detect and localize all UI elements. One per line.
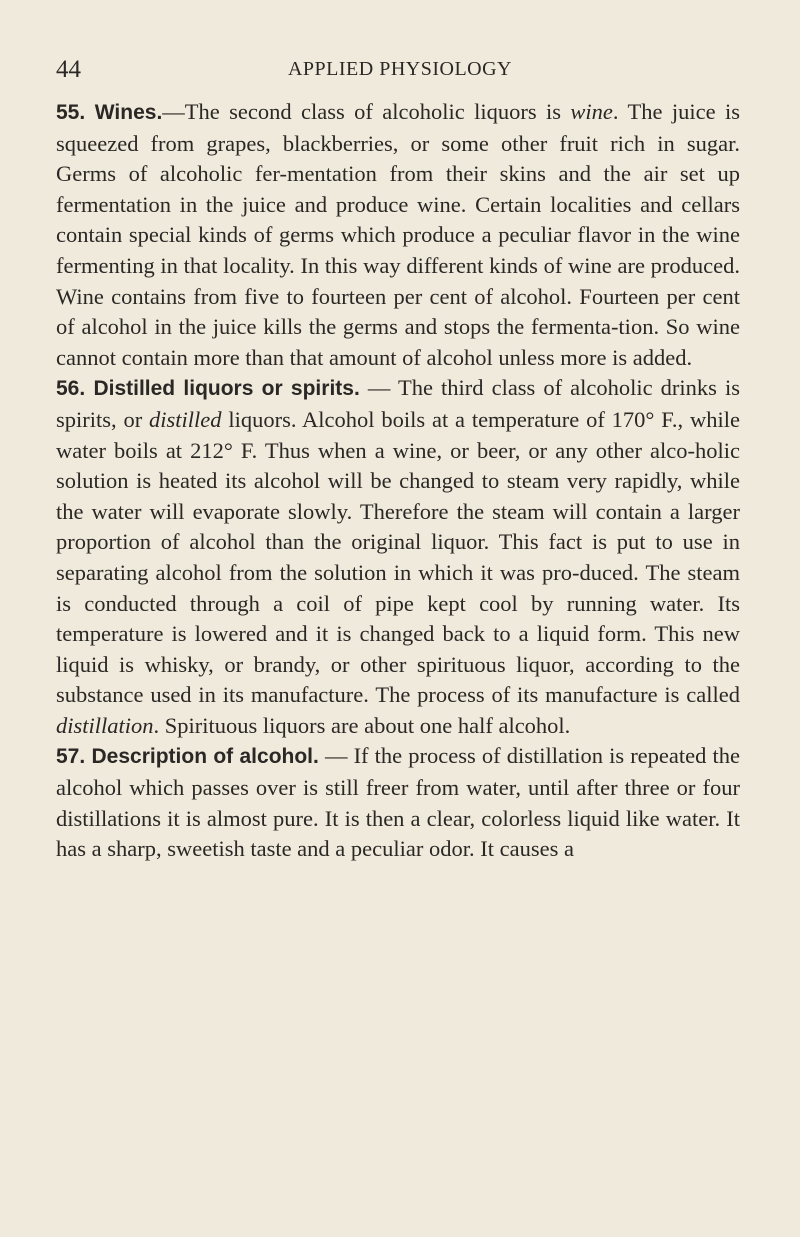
- paragraph-distilled-liquors: [56, 373, 740, 741]
- paragraph-wines: [56, 97, 740, 373]
- section-heading-distilled-liquors: 56. Distilled liquors or spirits.: [56, 377, 360, 401]
- section-heading-wines: 55. Wines.: [56, 101, 163, 124]
- italic-term-wine: wine: [570, 99, 613, 124]
- running-head: APPLIED PHYSIOLOGY: [287, 58, 512, 80]
- paragraph-text: — The third class of alcoholic drinks is spirits, or: [56, 375, 740, 432]
- paragraph-text: — If the process of distillation is repeated the alcohol which passes over is still freer from water, until after three or four distillations it is almost pure. It is then a clear, colorless liquid like water. It has a sharp, sweetish taste and a peculiar odor. It causes a: [56, 743, 740, 862]
- paragraph-text: . Spirituous liquors are about one half alcohol.: [153, 712, 571, 738]
- italic-term-distilled: distilled: [149, 406, 222, 432]
- italic-term-distillation: distillation: [56, 712, 154, 738]
- paragraph-text: —The second class of alcoholic liquors is: [162, 99, 571, 124]
- paragraph-text: liquors. Alcohol boils at a temperature of 170° F., while water boils at 212° F. Thus when a wine, or beer, or any other alco-holic solution is heated its alcohol will be changed to steam very rapidly, while the water will evaporate slowly. Therefore the steam will contain a larger proportion of alcohol than the original liquor. This fact is put to use in separating alcohol from the solution in which it was pro-duced. The steam is conducted through a coil of pipe kept cool by running water. Its temperature is lowered and it is changed back to a liquid form. This new liquid is whisky, or brandy, or other spirituous liquor, according to the substance used in its manufacture. The process of its manufacture is called: [56, 406, 740, 708]
- paragraph-description-of-alcohol: [56, 741, 740, 864]
- paragraph-text: . The juice is squeezed from grapes, blackberries, or some other fruit rich in sugar. Germs of alcoholic fer-mentation from their skins and the air set up fermentation in the juice and produce wine. Certain localities and cellars contain special kinds of germs which produce a peculiar flavor in the wine fermenting in that locality. In this way different kinds of wine are produced. Wine contains from five to fourteen per cent of alcohol. Fourteen per cent of alcohol in the juice kills the germs and stops the fermenta-tion. So wine cannot contain more than that amount of alcohol unless more is added.: [56, 99, 740, 370]
- body-text: [56, 97, 740, 865]
- page-number: 44: [56, 56, 81, 83]
- section-heading-description-of-alcohol: 57. Description of alcohol.: [56, 745, 319, 769]
